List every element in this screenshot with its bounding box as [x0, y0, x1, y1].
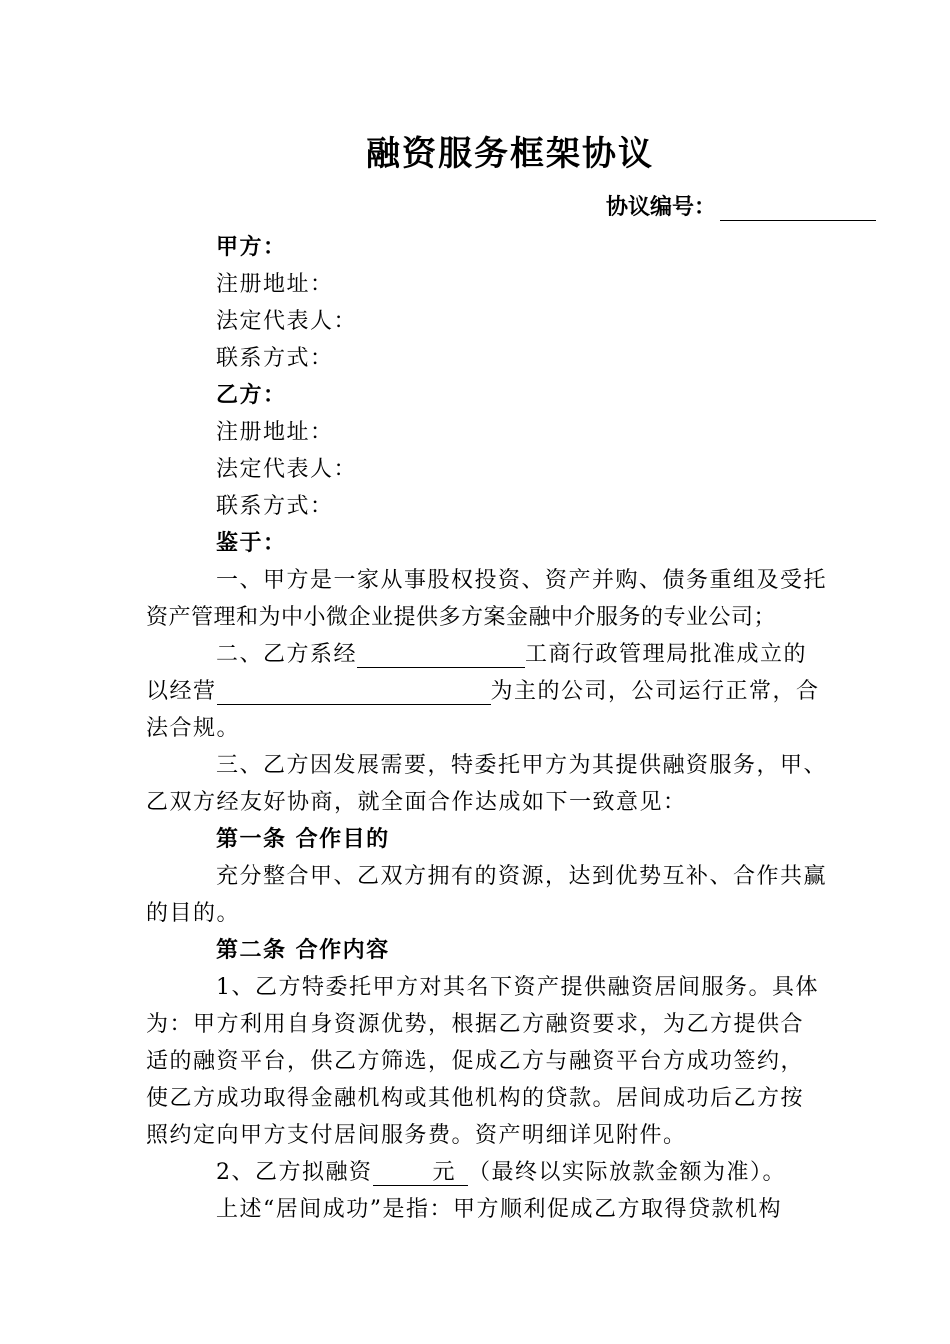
article2-c3-line1: 上述“居间成功”是指：甲方顺利促成乙方取得贷款机构	[216, 1197, 782, 1222]
whereas-p2-line3: 法合规。	[146, 716, 241, 741]
whereas-p2-line2-b: 为主的公司，公司运行正常，合	[490, 679, 820, 704]
financing-amount-blank	[373, 1160, 469, 1186]
whereas-p2-line2	[146, 674, 820, 705]
agreement-number	[606, 190, 876, 221]
party-b-address-label: 注册地址：	[216, 420, 334, 445]
party-a-address-label: 注册地址：	[216, 272, 334, 297]
article2-c1-line3: 适的融资平台，供乙方筛选，促成乙方与融资平台方成功签约，	[146, 1049, 805, 1074]
whereas-p1-line1: 一、甲方是一家从事股权投资、资产并购、债务重组及受托	[216, 568, 828, 593]
article2-c1-line2: 为：甲方利用自身资源优势，根据乙方融资要求，为乙方提供合	[146, 1012, 805, 1037]
party-b-rep-label: 法定代表人：	[216, 457, 358, 482]
whereas-p2-line1-a: 二、乙方系经	[216, 642, 358, 667]
party-a-heading: 甲方：	[216, 234, 287, 260]
whereas-p3-line2: 乙双方经友好协商，就全面合作达成如下一致意见：	[146, 790, 687, 815]
party-a-rep-label: 法定代表人：	[216, 309, 358, 334]
approval-authority-blank	[357, 645, 525, 668]
article2-heading: 第二条 合作内容	[216, 937, 390, 963]
article1-heading: 第一条 合作目的	[216, 826, 390, 852]
agreement-number-blank	[720, 198, 876, 221]
article2-c2-a: 2、乙方拟融资	[216, 1160, 373, 1185]
agreement-number-label: 协议编号：	[606, 194, 717, 220]
page-title: 融资服务框架协议	[366, 134, 654, 174]
whereas-p3-line1: 三、乙方因发展需要，特委托甲方为其提供融资服务，甲、	[216, 753, 828, 778]
article2-c2	[216, 1155, 786, 1186]
article2-c1-line4: 使乙方成功取得金融机构或其他机构的贷款。居间成功后乙方按	[146, 1086, 805, 1111]
business-scope-blank	[217, 682, 491, 705]
article2-c2-b: （最终以实际放款金额为准）。	[468, 1160, 787, 1185]
financing-amount-unit: 元	[432, 1160, 457, 1185]
whereas-p2-line2-a: 以经营	[146, 679, 217, 704]
whereas-p1-line2: 资产管理和为中小微企业提供多方案金融中介服务的专业公司；	[146, 605, 777, 630]
article1-line2: 的目的。	[146, 901, 241, 926]
article1-line1: 充分整合甲、乙双方拥有的资源，达到优势互补、合作共赢	[216, 864, 828, 889]
article2-c1-line1: 1、乙方特委托甲方对其名下资产提供融资居间服务。具体	[216, 975, 819, 1000]
whereas-p2-line1-b: 工商行政管理局批准成立的	[525, 642, 808, 667]
whereas-heading: 鉴于：	[216, 530, 287, 556]
party-b-heading: 乙方：	[216, 382, 287, 408]
party-a-contact-label: 联系方式：	[216, 346, 334, 371]
article2-c1-line5: 照约定向甲方支付居间服务费。资产明细详见附件。	[146, 1123, 687, 1148]
party-b-contact-label: 联系方式：	[216, 494, 334, 519]
whereas-p2-line1	[216, 637, 807, 668]
